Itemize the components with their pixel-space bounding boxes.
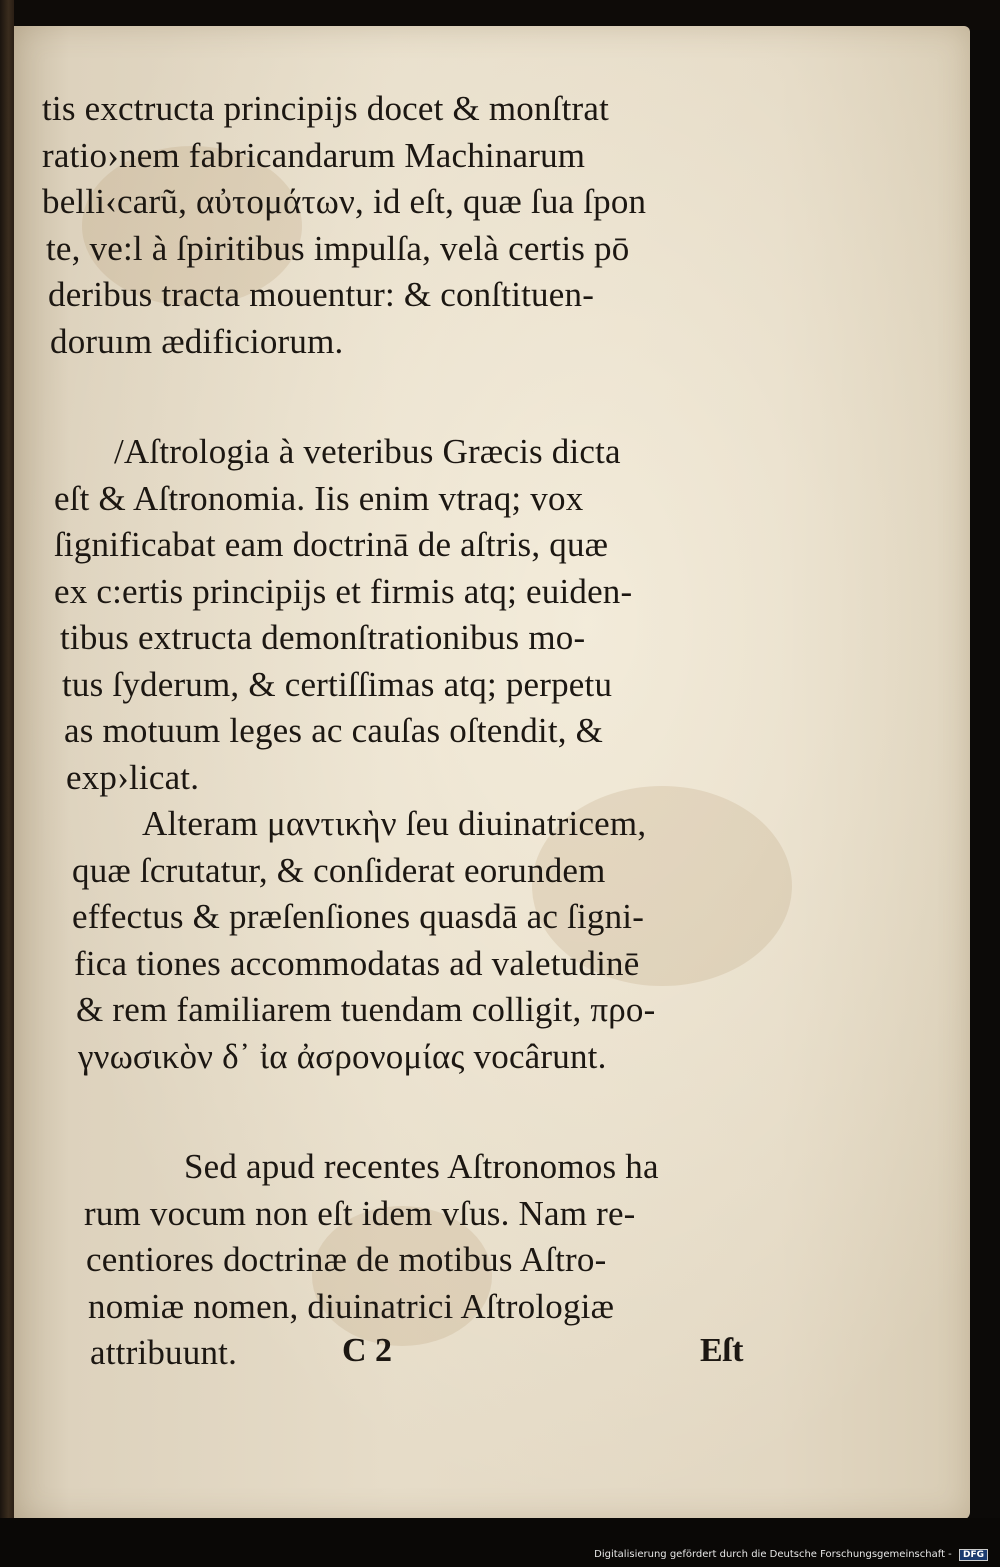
paragraph-3 [42, 801, 802, 1080]
text-line: & rem familiarem tuendam colligit, προ- [76, 990, 656, 1029]
text-line: centiores doctrinæ de motibus Aſtro- [86, 1240, 607, 1279]
text-line: attribuunt. [90, 1333, 238, 1372]
text-line: nomiæ nomen, diuinatrici Aſtrologiæ [88, 1286, 615, 1326]
text-line: /Aſtrologia à veteribus Græcis dicta [114, 432, 621, 471]
book-page [12, 26, 970, 1520]
text-line: tibus extructa demonſtrationibus mo- [60, 618, 586, 657]
text-line: doruım ædificiorum. [50, 321, 344, 361]
catchword: Eſt [700, 1332, 744, 1369]
text-line: exp›licat. [66, 757, 200, 797]
text-line: tis exctructa principijs docet & monſtrat [42, 89, 610, 128]
text-line: eſt & Aſtronomia. Iis enim vtraq; vox [54, 478, 584, 518]
text-line: Alteram μαντικὴν ſeu diuinatricem, [142, 804, 647, 843]
text-line: quæ ſcrutatur, & conſiderat eorundem [72, 850, 606, 890]
paragraph-2 [42, 429, 802, 801]
dfg-logo-icon: DFG [959, 1549, 988, 1561]
text-line: tus ſyderum, & certiſſimas atq; perpetu [62, 664, 613, 704]
text-line: belli‹carũ, αὐτομάτων, id eſt, quæ ſua ſpon [42, 182, 647, 221]
text-line: te, ve:l à ſpiritibus impulſa, velà certis pō [46, 228, 630, 268]
signature-mark: C 2 [342, 1332, 393, 1369]
page-footer [12, 1332, 772, 1378]
text-line: γνωσικὸν δ᾽ ἰα ἀσρονομίας vocârunt. [78, 1036, 607, 1076]
paragraph-1 [42, 86, 802, 365]
text-line: ſignificabat eam doctrinā de aſtris, quæ [54, 525, 609, 564]
text-line: ratio›nem fabricandarum Machinarum [42, 135, 586, 175]
book-binding-edge [0, 0, 14, 1567]
paragraph-gap [42, 365, 802, 429]
paragraph-gap [42, 1080, 802, 1144]
text-line: ex c:ertis principijs et firmis atq; euiden- [54, 571, 633, 611]
text-line: Sed apud recentes Aſtronomos ha [184, 1147, 659, 1186]
page-text [42, 86, 802, 1377]
credit-text: Digitalisierung gefördert durch die Deutsche Forschungsgemeinschaft - [594, 1549, 952, 1560]
scan-bottom-edge [0, 1518, 1000, 1567]
text-line: deri‌bus tracta mouentur: & conſtituen- [48, 275, 595, 314]
text-line: fica tiones accommodatas ad valetudinē [74, 943, 640, 983]
text-line: effectus & præſenſiones quasdā ac ſigni- [72, 897, 645, 936]
text-line: rum vocum non eſt idem vſus. Nam re- [84, 1193, 636, 1233]
text-line: as motuum leges ac cauſas oſtendit, & [64, 711, 604, 750]
digitization-credit [594, 1549, 988, 1561]
